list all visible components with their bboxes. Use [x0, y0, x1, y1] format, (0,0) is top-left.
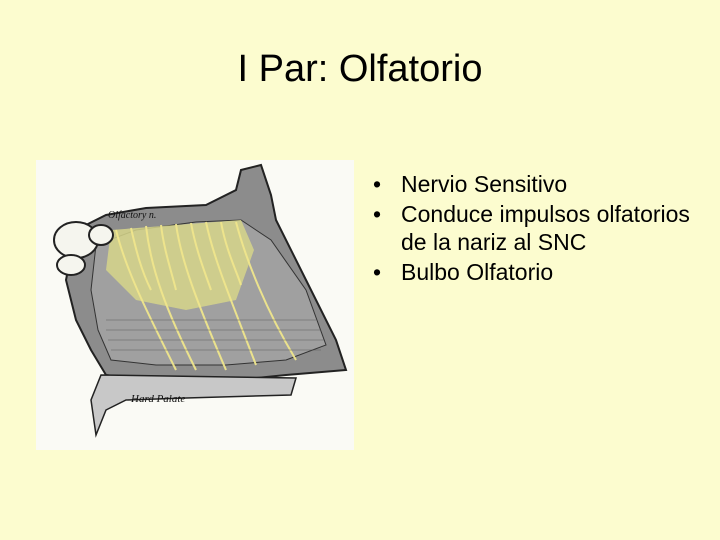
bullet-item: • Conduce impulsos olfatorios de la nariz al SNC — [364, 200, 694, 256]
bullet-list — [364, 170, 694, 288]
hard-palate-label: Hard Palate — [131, 393, 186, 405]
nasal-cavity-illustration — [36, 160, 354, 450]
olfactory-nerve-label: Olfactory n. — [108, 210, 157, 221]
slide-title: I Par: Olfatorio — [237, 48, 483, 90]
bullet-item: • Bulbo Olfatorio — [364, 258, 694, 286]
bullet-item: • Nervio Sensitivo — [364, 170, 694, 198]
